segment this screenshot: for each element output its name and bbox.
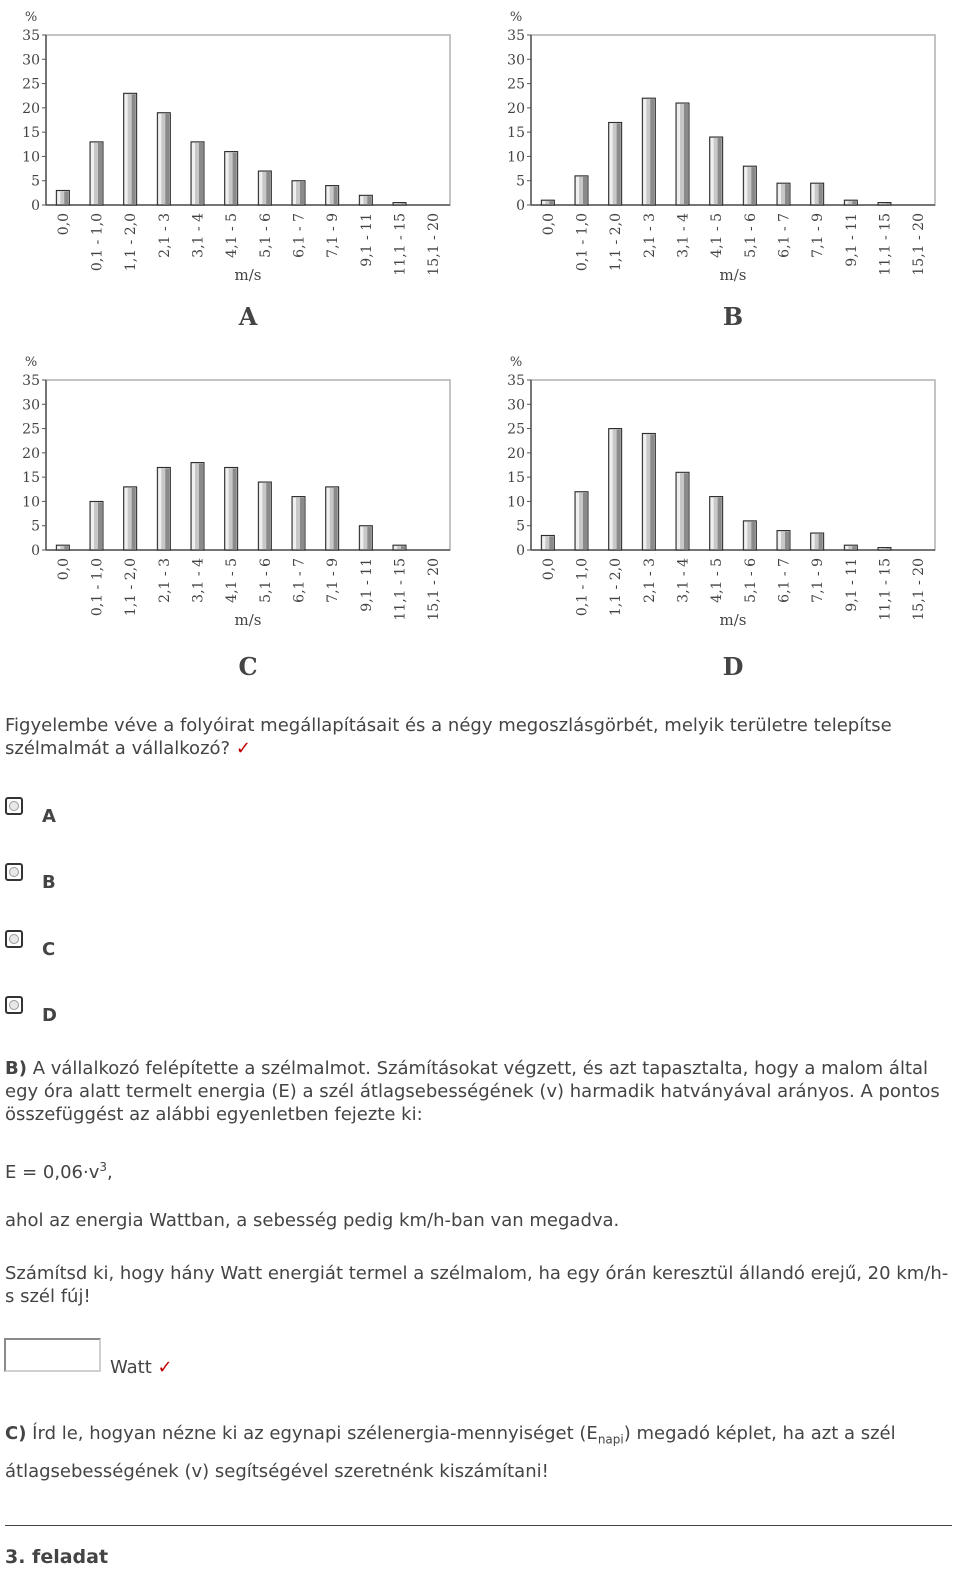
x-tick-label: 15,1 - 20 xyxy=(426,213,443,276)
bar-shade xyxy=(367,527,371,549)
bar-shade xyxy=(64,191,68,204)
question-b-label: B) xyxy=(5,1058,27,1079)
bar xyxy=(878,203,891,205)
bar-shade xyxy=(165,114,169,204)
bar-shade xyxy=(334,488,338,549)
bar xyxy=(844,200,857,205)
y-tick-label: 35 xyxy=(22,373,40,389)
bar-shade xyxy=(199,143,203,204)
x-tick-label: 3,1 - 4 xyxy=(675,558,692,603)
bar-highlight xyxy=(327,488,330,549)
x-axis-label: m/s xyxy=(719,266,747,284)
bar xyxy=(642,433,655,550)
bar-shade xyxy=(852,546,856,549)
bar-shade xyxy=(718,138,722,204)
bar-highlight xyxy=(778,184,781,204)
bar xyxy=(225,467,238,550)
bar-shade xyxy=(334,187,338,204)
bar xyxy=(811,533,824,550)
plot-frame xyxy=(531,35,935,205)
chart-a xyxy=(0,0,470,335)
answer-input[interactable] xyxy=(4,1338,101,1372)
bar-highlight xyxy=(576,177,579,204)
y-tick-label: 10 xyxy=(22,494,40,511)
x-tick-label: 11,1 - 15 xyxy=(392,558,409,621)
option-b-label: B xyxy=(42,872,56,893)
formula-tail: , xyxy=(107,1162,113,1183)
x-tick-label: 1,1 - 2,0 xyxy=(608,213,625,272)
option-c[interactable] xyxy=(5,930,85,960)
y-tick-label: 10 xyxy=(507,494,525,511)
bar-shade xyxy=(401,546,405,549)
option-c-label: C xyxy=(42,939,56,960)
bar xyxy=(124,487,137,550)
bar-highlight xyxy=(542,201,545,204)
y-tick-label: 5 xyxy=(516,518,525,535)
x-tick-label: 11,1 - 15 xyxy=(392,213,409,276)
x-tick-label: 0,1 - 1,0 xyxy=(574,558,591,617)
radio-button-b[interactable] xyxy=(5,863,23,881)
bar-shade xyxy=(852,201,856,204)
bar-shade xyxy=(165,468,169,549)
bar-highlight xyxy=(125,488,128,549)
bar-highlight xyxy=(125,94,128,204)
y-tick-label: 20 xyxy=(22,100,40,117)
chart-title: A xyxy=(238,302,258,331)
bar xyxy=(642,98,655,205)
x-tick-label: 4,1 - 5 xyxy=(224,213,241,258)
x-tick-label: 7,1 - 9 xyxy=(810,213,827,258)
formula-main: E = 0,06·v xyxy=(5,1162,100,1183)
bar-shade xyxy=(199,464,203,549)
x-tick-label: 11,1 - 15 xyxy=(877,558,894,621)
bar xyxy=(676,103,689,205)
bar-shade xyxy=(300,182,304,204)
bar-shade xyxy=(650,99,654,204)
x-tick-label: 0,1 - 1,0 xyxy=(89,558,106,617)
y-tick-label: 0 xyxy=(31,198,40,214)
bar-highlight xyxy=(91,143,94,204)
radio-button-c[interactable] xyxy=(5,930,23,948)
bar-highlight xyxy=(259,483,262,549)
question-c-text-before: Írd le, hogyan nézne ki az egynapi szélenergia-mennyiséget (E xyxy=(32,1423,598,1444)
bar-highlight xyxy=(57,191,60,204)
bar-highlight xyxy=(226,468,229,549)
question-a-label: Figyelembe véve a folyóirat megállapításait és a négy megoszlásgörbét, melyik területre telepítse szélmalmát a vállalkozó? xyxy=(5,715,892,759)
y-tick-label: 5 xyxy=(31,518,40,535)
y-tick-label: 5 xyxy=(516,173,525,190)
x-tick-label: 7,1 - 9 xyxy=(325,558,342,603)
bar xyxy=(575,492,588,550)
bar-highlight xyxy=(744,167,747,204)
bar xyxy=(743,166,756,205)
bar-shade xyxy=(300,498,304,549)
bar-shade xyxy=(132,94,136,204)
bar-highlight xyxy=(57,546,60,549)
option-d-label: D xyxy=(42,1005,57,1026)
y-tick-label: 25 xyxy=(22,76,40,93)
bar-highlight xyxy=(845,546,848,549)
x-tick-label: 5,1 - 6 xyxy=(742,558,759,603)
x-tick-label: 2,1 - 3 xyxy=(156,213,173,258)
y-tick-label: 30 xyxy=(22,397,40,414)
bar xyxy=(326,186,339,205)
x-tick-label: 7,1 - 9 xyxy=(325,213,342,258)
option-a-label: A xyxy=(42,806,56,827)
bar xyxy=(541,535,554,550)
bar xyxy=(393,545,406,550)
question-c-text xyxy=(5,1418,950,1488)
bar-shade xyxy=(132,488,136,549)
bar-highlight xyxy=(643,434,646,549)
x-tick-label: 9,1 - 11 xyxy=(358,213,375,267)
bar-shade xyxy=(718,498,722,549)
y-tick-label: 25 xyxy=(507,76,525,93)
x-tick-label: 0,0 xyxy=(55,558,72,581)
x-tick-label: 4,1 - 5 xyxy=(709,558,726,603)
formula-exponent: 3 xyxy=(99,1160,107,1174)
chart-title: D xyxy=(722,652,744,681)
bar-highlight xyxy=(293,182,296,204)
bar-shade xyxy=(785,532,789,549)
check-icon: ✓ xyxy=(235,738,251,759)
bar xyxy=(878,548,891,550)
x-tick-label: 4,1 - 5 xyxy=(709,213,726,258)
y-tick-label: 25 xyxy=(507,421,525,438)
bar-shade xyxy=(650,434,654,549)
answer-unit-row xyxy=(110,1356,173,1379)
bar-shade xyxy=(583,493,587,549)
bar-highlight xyxy=(192,464,195,549)
x-tick-label: 6,1 - 7 xyxy=(291,213,308,258)
bar-shade xyxy=(266,172,270,204)
x-tick-label: 1,1 - 2,0 xyxy=(608,558,625,617)
option-d[interactable] xyxy=(5,996,85,1026)
x-tick-label: 6,1 - 7 xyxy=(776,213,793,258)
bar-highlight xyxy=(677,104,680,204)
x-tick-label: 11,1 - 15 xyxy=(877,213,894,276)
bar-shade xyxy=(617,430,621,549)
y-tick-label: 15 xyxy=(507,125,525,142)
bar xyxy=(292,181,305,205)
x-axis-label: m/s xyxy=(234,611,262,629)
units-note: ahol az energia Wattban, a sebesség pedig km/h-ban van megadva. xyxy=(5,1210,620,1231)
bar xyxy=(393,203,406,205)
question-c-label: C) xyxy=(5,1423,27,1444)
x-tick-label: 15,1 - 20 xyxy=(911,558,928,621)
bar xyxy=(157,113,170,205)
x-tick-label: 15,1 - 20 xyxy=(426,558,443,621)
bar-highlight xyxy=(778,532,781,549)
bar-shade xyxy=(64,546,68,549)
bar xyxy=(326,487,339,550)
bar xyxy=(777,531,790,550)
bar xyxy=(157,467,170,550)
question-b-task: Számítsd ki, hogy hány Watt energiát termel a szélmalom, ha egy órán keresztül állandó erejű, 20 km/h-s szél fúj! xyxy=(5,1263,949,1307)
check-icon: ✓ xyxy=(157,1357,173,1378)
bar-shade xyxy=(266,483,270,549)
x-tick-label: 9,1 - 11 xyxy=(843,558,860,612)
bar-highlight xyxy=(542,536,545,549)
x-tick-label: 0,0 xyxy=(540,558,557,581)
bar-highlight xyxy=(226,153,229,204)
x-tick-label: 5,1 - 6 xyxy=(257,558,274,603)
bar-highlight xyxy=(643,99,646,204)
bar-highlight xyxy=(293,498,296,549)
x-tick-label: 1,1 - 2,0 xyxy=(123,558,140,617)
bar-highlight xyxy=(812,184,815,204)
bar-highlight xyxy=(812,534,815,549)
plot-frame xyxy=(531,380,935,550)
x-tick-label: 6,1 - 7 xyxy=(776,558,793,603)
bar-shade xyxy=(751,167,755,204)
question-b-intro-text: A vállalkozó felépítette a szélmalmot. Számításokat végzett, és azt tapasztalta, hogy a malom által egy óra alatt termelt energia (E) a szél átlagsebességének (v) harmadik hatványával arányos. A pontos összefüggést az alábbi egyenletben fejezte ki: xyxy=(5,1058,940,1125)
question-c-subscript: napi xyxy=(597,1432,624,1447)
bar xyxy=(191,463,204,550)
bar-highlight xyxy=(711,498,714,549)
y-tick-label: 15 xyxy=(22,470,40,487)
y-tick-label: 5 xyxy=(31,173,40,190)
bar-highlight xyxy=(610,430,613,549)
y-axis-label: % xyxy=(509,355,523,370)
y-tick-label: 30 xyxy=(507,52,525,69)
bar-shade xyxy=(819,184,823,204)
bar xyxy=(575,176,588,205)
plot-frame xyxy=(46,35,450,205)
bar-highlight xyxy=(259,172,262,204)
section-title: 3. feladat xyxy=(5,1546,109,1568)
bar xyxy=(90,142,103,205)
bar-highlight xyxy=(360,527,363,549)
divider xyxy=(5,1525,952,1526)
x-tick-label: 3,1 - 4 xyxy=(190,558,207,603)
chart-title: B xyxy=(722,302,744,331)
x-tick-label: 2,1 - 3 xyxy=(641,213,658,258)
bar xyxy=(225,152,238,205)
bar-shade xyxy=(233,468,237,549)
bar xyxy=(609,429,622,550)
bar-highlight xyxy=(158,114,161,204)
option-a[interactable] xyxy=(5,797,85,827)
y-tick-label: 15 xyxy=(22,125,40,142)
question-c-text-after: ) megadó képlet, ha azt a szél átlagsebességének (v) segítségével szeretnénk kiszámítani! xyxy=(5,1423,896,1482)
bar xyxy=(541,200,554,205)
y-tick-label: 0 xyxy=(31,543,40,559)
chart-c xyxy=(0,345,470,685)
bar-shade xyxy=(684,104,688,204)
bar-shade xyxy=(367,196,371,204)
y-tick-label: 35 xyxy=(507,28,525,44)
bar-highlight xyxy=(744,522,747,549)
y-axis-label: % xyxy=(24,10,38,25)
x-tick-label: 15,1 - 20 xyxy=(911,213,928,276)
y-tick-label: 35 xyxy=(22,28,40,44)
chart-svg xyxy=(485,0,955,335)
bar xyxy=(844,545,857,550)
bar-highlight xyxy=(327,187,330,204)
bar xyxy=(811,183,824,205)
x-tick-label: 3,1 - 4 xyxy=(675,213,692,258)
x-tick-label: 5,1 - 6 xyxy=(257,213,274,258)
y-axis-label: % xyxy=(24,355,38,370)
y-tick-label: 25 xyxy=(22,421,40,438)
bar xyxy=(743,521,756,550)
bar-highlight xyxy=(192,143,195,204)
x-tick-label: 0,1 - 1,0 xyxy=(89,213,106,272)
bar xyxy=(676,472,689,550)
x-tick-label: 3,1 - 4 xyxy=(190,213,207,258)
bar-highlight xyxy=(711,138,714,204)
option-b[interactable] xyxy=(5,863,85,893)
y-tick-label: 30 xyxy=(507,397,525,414)
y-tick-label: 10 xyxy=(22,149,40,166)
y-tick-label: 35 xyxy=(507,373,525,389)
bar xyxy=(258,171,271,205)
y-tick-label: 0 xyxy=(516,198,525,214)
bar-highlight xyxy=(677,473,680,549)
radio-button-a[interactable] xyxy=(5,797,23,815)
chart-title: C xyxy=(238,652,258,681)
bar-shade xyxy=(98,143,102,204)
y-tick-label: 10 xyxy=(507,149,525,166)
bar-shade xyxy=(98,502,102,549)
chart-d xyxy=(485,345,955,685)
bar xyxy=(124,93,137,205)
x-tick-label: 0,1 - 1,0 xyxy=(574,213,591,272)
chart-svg xyxy=(0,0,470,335)
bar-shade xyxy=(617,123,621,204)
y-tick-label: 20 xyxy=(507,100,525,117)
bar xyxy=(609,122,622,205)
bar xyxy=(710,497,723,550)
bar-shade xyxy=(785,184,789,204)
x-axis-label: m/s xyxy=(234,266,262,284)
plot-frame xyxy=(46,380,450,550)
y-tick-label: 20 xyxy=(22,445,40,462)
bar xyxy=(56,545,69,550)
x-tick-label: 5,1 - 6 xyxy=(742,213,759,258)
y-tick-label: 30 xyxy=(22,52,40,69)
bar-highlight xyxy=(394,546,397,549)
bar xyxy=(191,142,204,205)
bar-shade xyxy=(751,522,755,549)
bar xyxy=(258,482,271,550)
chart-svg xyxy=(485,345,955,685)
y-tick-label: 20 xyxy=(507,445,525,462)
y-axis-label: % xyxy=(509,10,523,25)
y-tick-label: 0 xyxy=(516,543,525,559)
x-tick-label: 9,1 - 11 xyxy=(843,213,860,267)
x-tick-label: 9,1 - 11 xyxy=(358,558,375,612)
x-axis-label: m/s xyxy=(719,611,747,629)
question-a-text xyxy=(5,714,950,760)
bar-highlight xyxy=(845,201,848,204)
x-tick-label: 0,0 xyxy=(540,213,557,236)
bar-highlight xyxy=(610,123,613,204)
bar xyxy=(292,497,305,550)
y-tick-label: 15 xyxy=(507,470,525,487)
bar xyxy=(56,190,69,205)
x-tick-label: 2,1 - 3 xyxy=(156,558,173,603)
bar xyxy=(710,137,723,205)
bar-highlight xyxy=(91,502,94,549)
radio-button-d[interactable] xyxy=(5,996,23,1014)
chart-svg xyxy=(0,345,470,685)
bar xyxy=(359,195,372,205)
x-tick-label: 1,1 - 2,0 xyxy=(123,213,140,272)
chart-b xyxy=(485,0,955,335)
formula xyxy=(5,1156,113,1184)
x-tick-label: 2,1 - 3 xyxy=(641,558,658,603)
bar-shade xyxy=(819,534,823,549)
unit-label: Watt xyxy=(110,1357,152,1378)
bar xyxy=(90,501,103,550)
bar-shade xyxy=(233,153,237,204)
x-tick-label: 4,1 - 5 xyxy=(224,558,241,603)
bar-highlight xyxy=(360,196,363,204)
x-tick-label: 0,0 xyxy=(55,213,72,236)
bar-shade xyxy=(549,201,553,204)
bar xyxy=(359,526,372,550)
x-tick-label: 7,1 - 9 xyxy=(810,558,827,603)
x-tick-label: 6,1 - 7 xyxy=(291,558,308,603)
bar-shade xyxy=(583,177,587,204)
question-b-intro xyxy=(5,1057,950,1126)
bar-highlight xyxy=(576,493,579,549)
bar xyxy=(777,183,790,205)
bar-shade xyxy=(684,473,688,549)
bar-shade xyxy=(549,536,553,549)
bar-highlight xyxy=(158,468,161,549)
